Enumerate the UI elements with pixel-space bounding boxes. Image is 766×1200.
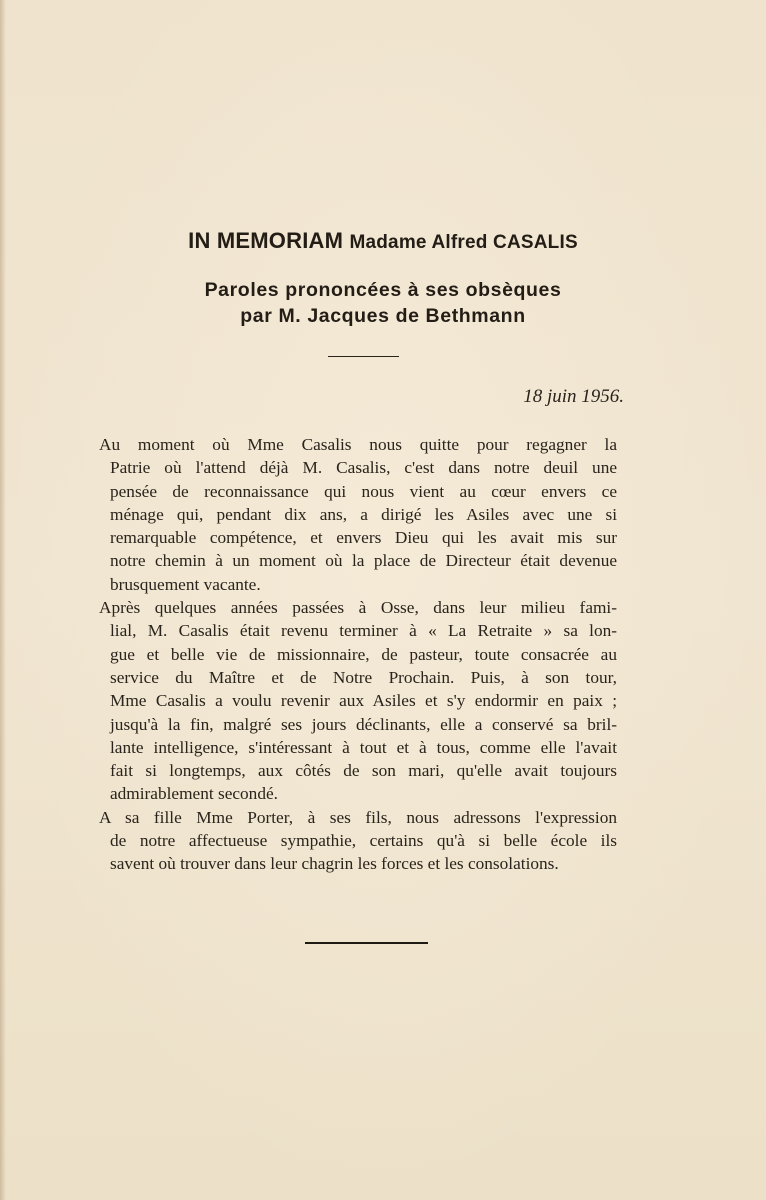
body-text [99, 433, 617, 876]
paragraph-line: notre chemin à un moment où la place de Directeur était devenue [110, 551, 617, 571]
document-title [0, 228, 766, 254]
paragraph [99, 433, 617, 596]
page-edge-shadow [0, 0, 6, 1200]
paragraph-line: savent où trouver dans leur chagrin les forces et les consolations. [110, 854, 559, 874]
paragraph-line: jusqu'à la fin, malgré ses jours déclinants, elle a conservé sa bril- [110, 714, 617, 734]
document-date: 18 juin 1956. [523, 386, 624, 407]
paragraph-line: lante intelligence, s'intéressant à tout et à tous, comme elle l'avait [110, 737, 617, 757]
paragraph-line: ménage qui, pendant dix ans, a dirigé les Asiles avec une si [110, 504, 617, 524]
paragraph-line: Patrie où l'attend déjà M. Casalis, c'est dans notre deuil une [110, 458, 617, 478]
paragraph [99, 596, 617, 806]
subtitle-line-2: par M. Jacques de Bethmann [240, 305, 526, 327]
title-name: Madame Alfred CASALIS [349, 232, 578, 253]
paragraph-line: Au moment où Mme Casalis nous quitte pour regagner la [99, 435, 617, 454]
paragraph-line: service du Maître et de Notre Prochain. Puis, à son tour, [110, 667, 617, 687]
subtitle-line-1: Paroles prononcées à ses obsèques [204, 279, 562, 301]
paragraph-line: brusquement vacante. [110, 574, 261, 594]
paragraph-line: A sa fille Mme Porter, à ses fils, nous adressons l'expression [99, 807, 617, 827]
paragraph-line: lial, M. Casalis était revenu terminer à « La Retraite » sa lon- [110, 621, 617, 641]
paragraph-line: de notre affectueuse sympathie, certains qu'à si belle école ils [110, 831, 617, 851]
paragraph-line: Après quelques années passées à Osse, dans leur milieu fami- [99, 598, 617, 618]
paragraph-line: admirablement secondé. [110, 784, 278, 804]
paragraph-line: fait si longtemps, aux côtés de son mari, qu'elle avait toujours [110, 761, 617, 781]
short-divider-rule [328, 356, 399, 357]
paragraph-line: pensée de reconnaissance qui nous vient au cœur envers ce [110, 481, 617, 501]
paragraph [99, 806, 617, 876]
paragraph-line: Mme Casalis a voulu revenir aux Asiles et s'y endormir en paix ; [110, 691, 617, 711]
title-main: IN MEMORIAM [188, 228, 344, 253]
end-divider-rule [305, 942, 428, 944]
paragraph-line: remarquable compétence, et envers Dieu qui les avait mis sur [110, 528, 617, 548]
paragraph-line: gue et belle vie de missionnaire, de pasteur, toute consacrée au [110, 644, 617, 664]
